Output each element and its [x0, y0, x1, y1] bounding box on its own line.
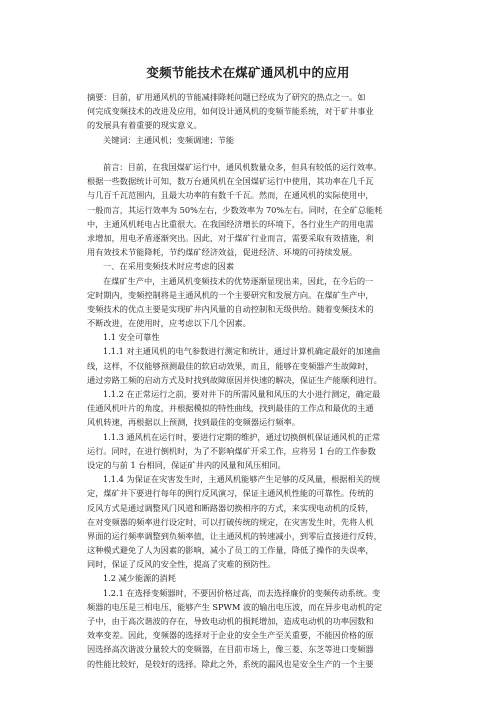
body-line: 界面的运行频率调整到负频率值，让主通风机的转速减小，到零后直接进行反转， [87, 530, 382, 541]
body-line: 根据一些数据统计可知，数万台通风机在全国煤矿运行中使用，其功率在几千瓦 [87, 176, 374, 187]
body-line: 1.1.2 在正常运行之前，要对井下的所需风量和风压的大小进行测定，确定最 [103, 389, 381, 399]
body-line: 中，主通风机耗电占比重很大。在我国经济增长的环境下，各行业生产的用电需 [87, 218, 374, 229]
body-line: 定时期内，变频控制将是主通风机的一个主要研究和发展方向。在煤矿生产中， [87, 289, 374, 300]
body-line: 不断改进，在使用时，应考虑以下几个因素。 [87, 318, 251, 329]
subsection-heading: 1.1 安全可靠性 [103, 332, 160, 343]
body-line: 这种模式避免了人为因素的影响，减小了员工的工作量，降低了操作的失误率， [87, 545, 374, 556]
body-line: 的性能比较好，是较好的选择。除此之外，系统的漏风也是安全生产的一个主要 [87, 658, 374, 669]
body-line: 一般而言，其运行效率为 50%左右，少数效率为 70%左右。同时，在全矿总能耗 [87, 204, 383, 215]
body-line: 线，这样，不仅能够预测最佳的软启动效果，而且，能够在变频器产生故障时， [87, 360, 374, 371]
abstract-line: 的发展具有着重要的现实意义。 [87, 120, 202, 131]
keywords-line: 关键词：主通风机；变频调速；节能 [103, 134, 235, 145]
body-line: 定，煤矿井下要进行每年的例行反风演习，保证主通风机性能的可靠性。传统的 [87, 488, 374, 499]
abstract-section [87, 90, 417, 147]
body-text [87, 160, 417, 671]
abstract-line: 何完成变频技术的改进及应用，如何设计通风机的变频节能系统，对于矿井事业 [87, 106, 374, 117]
body-line: 因选择高次谐波分量较大的变频器，在目前市场上，像三菱、东芝等进口变频器 [87, 644, 374, 655]
body-line: 佳通风机叶片的角度，并根据模拟的特性曲线，找到最佳的工作点和最优的主通 [87, 403, 374, 414]
body-line: 1.1.1 对主通风机的电气参数进行测定和统计，通过计算机确定最好的加速曲 [103, 346, 381, 357]
body-line: 1.2.1 在选择变频器时，不要因价格过高，而去选择廉价的变频传动系统。变 [103, 587, 381, 598]
body-line: 1.1.3 通风机在运行时，要进行定期的维护，通过切换倒机保证通风机的正常 [103, 431, 381, 442]
body-line: 反风方式是通过调整风门风道和断路器切换相序的方式，来实现电动机的反转， [87, 502, 374, 513]
body-line: 求增加，用电矛盾逐渐突出。因此，对于煤矿行业而言，需要采取有效措施，利 [87, 232, 374, 243]
body-line: 通过旁路工频的启动方式及时找到故障原因并快速的解决，保证生产能顺利进行。 [87, 374, 382, 385]
body-line: 用有效技术节能降耗，节约煤矿经济效益，促进经济、环境的可持续发展。 [87, 247, 358, 258]
body-line: 在煤矿生产中，主通风机变频技术的优势逐渐显现出来，因此，在今后的一 [103, 275, 374, 286]
body-line: 在对变频器的频率进行设定时，可以打破传统的规定，在灾害发生时，先将人机 [87, 516, 374, 527]
body-line: 频器的电压是三相电压，能够产生 SPWM 波的输出电压波，而在异步电动机的定 [87, 601, 383, 612]
body-line: 变频技术的优点主要是实现矿井内风量的自动控制和无级供给。随着变频技术的 [87, 303, 374, 314]
body-line: 运行。同时，在进行倒机时，为了不影响煤矿开采工作，应将另 1 台的工作参数 [87, 445, 376, 456]
body-line: 风机转速，再根据以上预测，找到最佳的变频器运行频率。 [87, 417, 300, 428]
subsection-heading: 1.2 减少能源的消耗 [103, 573, 176, 584]
body-line: 设定的与前 1 台相同，保证矿井内的风量和风压相同。 [87, 459, 286, 470]
section-heading: 一、在采用变频技术时应考虑的因素 [103, 261, 235, 272]
body-line: 与几百千瓦范围内，且最大功率的有数千千瓦。然而，在通风机的实际使用中， [87, 190, 374, 201]
body-line: 前言：目前，在我国煤矿运行中，通风机数量众多，但具有较低的运行效率。 [103, 162, 382, 172]
body-line: 子中，由于高次谐波的存在，导致电动机的损耗增加，造成电动机的功率因数和 [87, 616, 374, 626]
document-title: 变频节能技术在煤矿通风机中的应用 [146, 65, 350, 80]
abstract-line: 摘要：目前，矿用通风机的节能减排降耗问题已经成为了研究的热点之一。如 [87, 92, 366, 102]
body-line: 同时，保证了反风的安全性，提高了灾难的预防性。 [87, 559, 276, 570]
body-line: 1.1.4 为保证在灾害发生时，主通风机能够产生足够的反风量，根据相关的规 [103, 474, 381, 485]
body-line: 效率变差。因此，变频器的选择对于企业的安全生产至关重要，不能因价格的原 [87, 630, 374, 641]
